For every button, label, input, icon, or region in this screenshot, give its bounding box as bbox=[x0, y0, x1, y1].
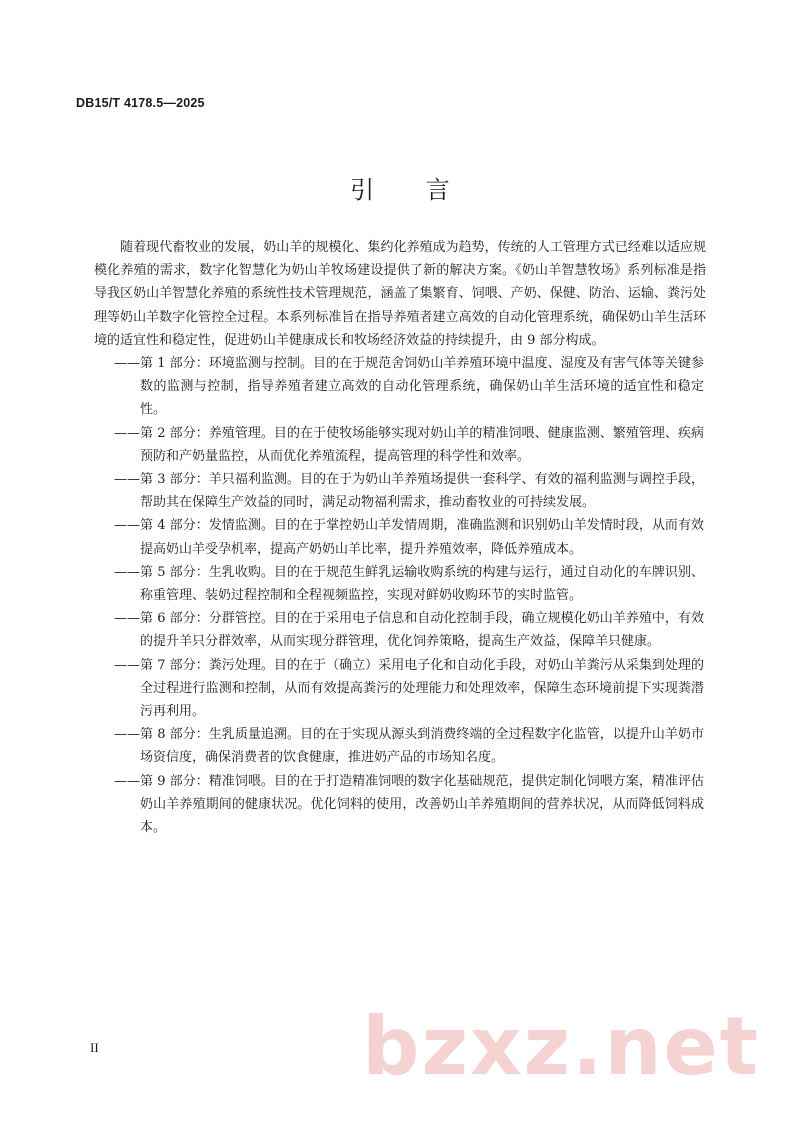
page-number: II bbox=[90, 1040, 99, 1055]
part-5-item: ——第 5 部分：生乳收购。目的在于规范生鲜乳运输收购系统的构建与运行，通过自动化的车牌识别、称重管理、装奶过程控制和全程视频监控，实现对鲜奶收购环节的实时监管。 bbox=[114, 564, 704, 604]
part-6-item: ——第 6 部分：分群管控。目的在于采用电子信息和自动化控制手段，确立规模化奶山羊养殖中，有效的提升羊只分群效率，从而实现分群管理，优化饲养策略，提高生产效益，保障羊只健康。 bbox=[114, 611, 704, 650]
part-2-item: ——第 2 部分：养殖管理。目的在于使牧场能够实现对奶山羊的精准饲喂、健康监测、繁殖管理、疾病预防和产奶量监控，从而优化养殖流程，提高管理的科学性和效率。 bbox=[114, 425, 704, 464]
part-4-item: ——第 4 部分：发情监测。目的在于掌控奶山羊发情周期，准确监测和识别奶山羊发情时段，从而有效提高奶山羊受孕机率，提高产奶奶山羊比率，提升养殖效率，降低养殖成本。 bbox=[114, 518, 704, 557]
part-9-item: ——第 9 部分：精准饲喂。目的在于打造精准饲喂的数字化基础规范，提供定制化饲喂方案，精准评估奶山羊养殖期间的健康状况。优化饲料的使用，改善奶山羊养殖期间的营养状况，从而降低饲料成本。 bbox=[114, 773, 704, 836]
part-3-item: ——第 3 部分：羊只福利监测。目的在于为奶山羊养殖场提供一套科学、有效的福利监测与调控手段，帮助其在保障生产效益的同时，满足动物福利需求，推动畜牧业的可持续发展。 bbox=[114, 472, 704, 511]
intro-paragraph: 随着现代畜牧业的发展，奶山羊的规模化、集约化养殖成为趋势，传统的人工管理方式已经难以适应规模化养殖的需求，数字化智慧化为奶山羊牧场建设提供了新的解决方案。《奶山羊智慧牧场》系列标准是指导我区奶山羊智慧化养殖的系统性技术管理规范，涵盖了集繁育、饲喂、产奶、保健、防治、运输、粪污处理等奶山羊数字化管控全过程。本系列标准旨在指导养殖者建立高效的自动化管理系统，确保奶山羊生活环境的适宜性和稳定性，促进奶山羊健康成长和牧场经济效益的持续提升，由 9 部分构成。 bbox=[94, 240, 706, 348]
watermark: bzxz.net bbox=[362, 1000, 760, 1093]
page-title: 引 言 bbox=[350, 176, 472, 204]
part-1-item: ——第 1 部分：环境监测与控制。目的在于规范舍饲奶山羊养殖环境中温度、湿度及有害气体等关键参数的监测与控制，指导养殖者建立高效的自动化管理系统，确保奶山羊生活环境的适宜性和稳定性。 bbox=[114, 356, 704, 418]
part-7-item: ——第 7 部分：粪污处理。目的在于（确立）采用电子化和自动化手段，对奶山羊粪污从采集到处理的全过程进行监测和控制，从而有效提高粪污的处理能力和处理效率，保障生态环境前提下实现粪潜污再利用。 bbox=[114, 657, 704, 720]
body-text bbox=[94, 236, 706, 839]
document-id: DB15/T 4178.5—2025 bbox=[76, 96, 205, 110]
part-8-item: ——第 8 部分：生乳质量追溯。目的在于实现从源头到消费终端的全过程数字化监管，以提升山羊奶市场资信度，确保消费者的饮食健康，推进奶产品的市场知名度。 bbox=[114, 727, 704, 766]
